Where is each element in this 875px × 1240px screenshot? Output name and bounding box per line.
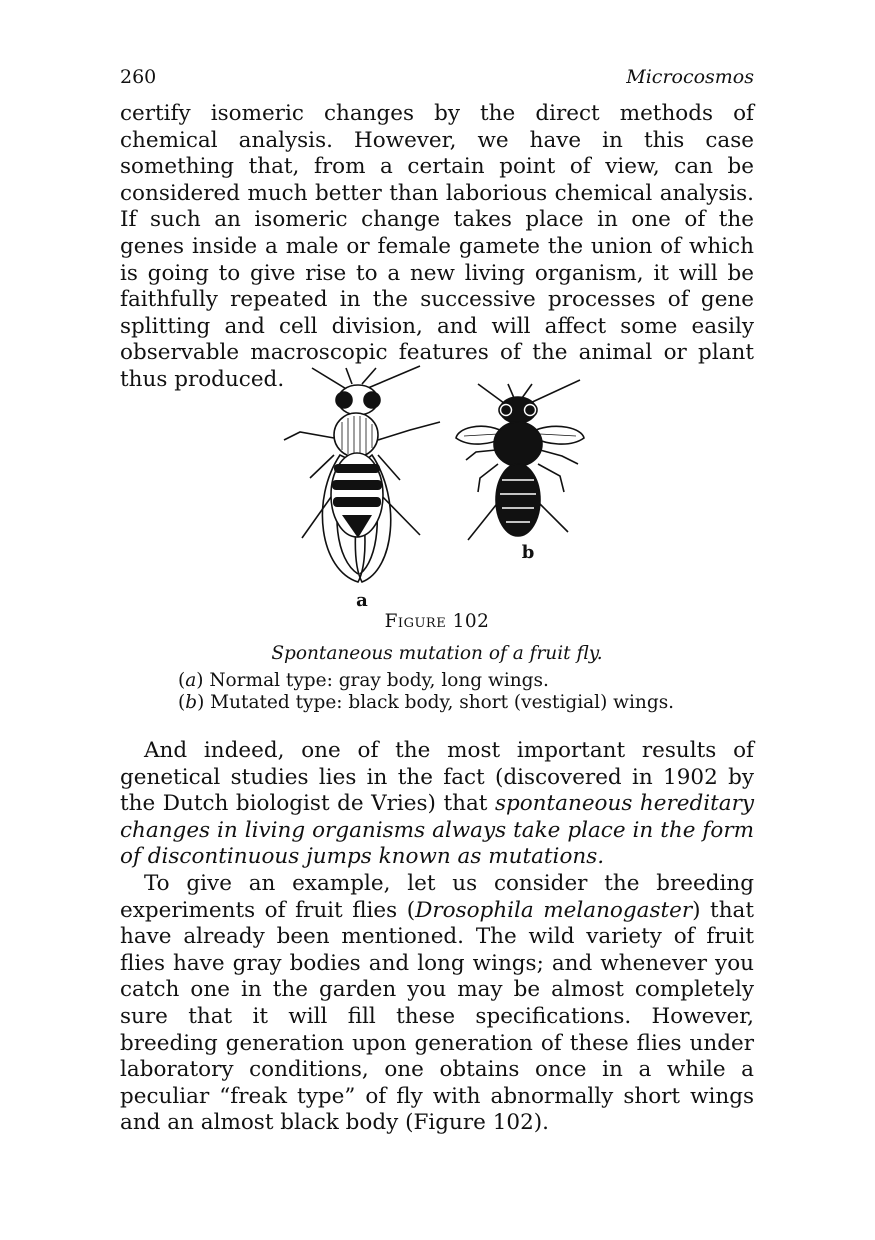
paragraph-2-italic: spontaneous hereditary changes in living organisms always take place in the form of discontinuous jumps known as mutations. <box>120 791 754 870</box>
legend-item-b: (b) Mutated type: black body, short (vestigial) wings. <box>178 692 675 713</box>
legend-text-b: Mutated type: black body, short (vestigial) wings. <box>210 692 675 713</box>
legend-text-a: Normal type: gray body, long wings. <box>209 670 549 691</box>
panel-a-letter: a <box>356 590 368 610</box>
legend-key-a: a <box>185 670 197 691</box>
running-head <box>120 66 754 92</box>
body-paragraph-1: certify isomeric changes by the direct methods of chemical analysis. However, we have in this case something that, from a certain point of view, can be considered much better than laborious chemical analysis. If such an isomeric change takes place in one of the genes inside a male or female gamete the union of which is going to give rise to a new living organism, it will be faithfully repeated in the successive processes of gene splitting and cell division, and will affect some easily observable macroscopic features of the animal or plant thus produced. <box>120 101 754 392</box>
figure-102-illustration <box>270 360 610 610</box>
species-name: Drosophila melanogaster <box>415 897 693 923</box>
legend-item-a: (a) Normal type: gray body, long wings. <box>178 670 549 691</box>
paragraph-2-plain: And indeed, one of the most important results of genetical studies lies in the fact (discovered in 1902 by the Dutch biologist de Vries) that <box>120 738 754 817</box>
fly-mutant-drawing <box>456 380 584 540</box>
paragraph-3-after: ) that have already been mentioned. The wild variety of fruit flies have gray bodies and long wings; and whenever you catch one in the garden you may be almost completely sure that it will fill these specifications. However, breeding generation upon generation of these flies under laboratory conditions, one obtains once in a while a peculiar “freak type” of fly with abnormally short wings and an almost black body (Figure 102). <box>120 897 755 1136</box>
figure-label: Figure 102 <box>384 611 490 632</box>
figure-caption: Spontaneous mutation of a fruit fly. <box>271 643 603 664</box>
fly-normal-drawing <box>284 366 440 582</box>
page-number: 260 <box>120 66 157 88</box>
running-title: Microcosmos <box>626 66 754 88</box>
legend-key-b: b <box>185 692 198 713</box>
figure-legend <box>178 670 738 714</box>
panel-b-letter: b <box>521 542 535 563</box>
paragraph-3-before: To give an example, let us consider the breeding experiments of fruit flies ( <box>120 871 754 923</box>
body-paragraph-3 <box>120 871 754 1137</box>
body-paragraph-2 <box>120 738 754 871</box>
